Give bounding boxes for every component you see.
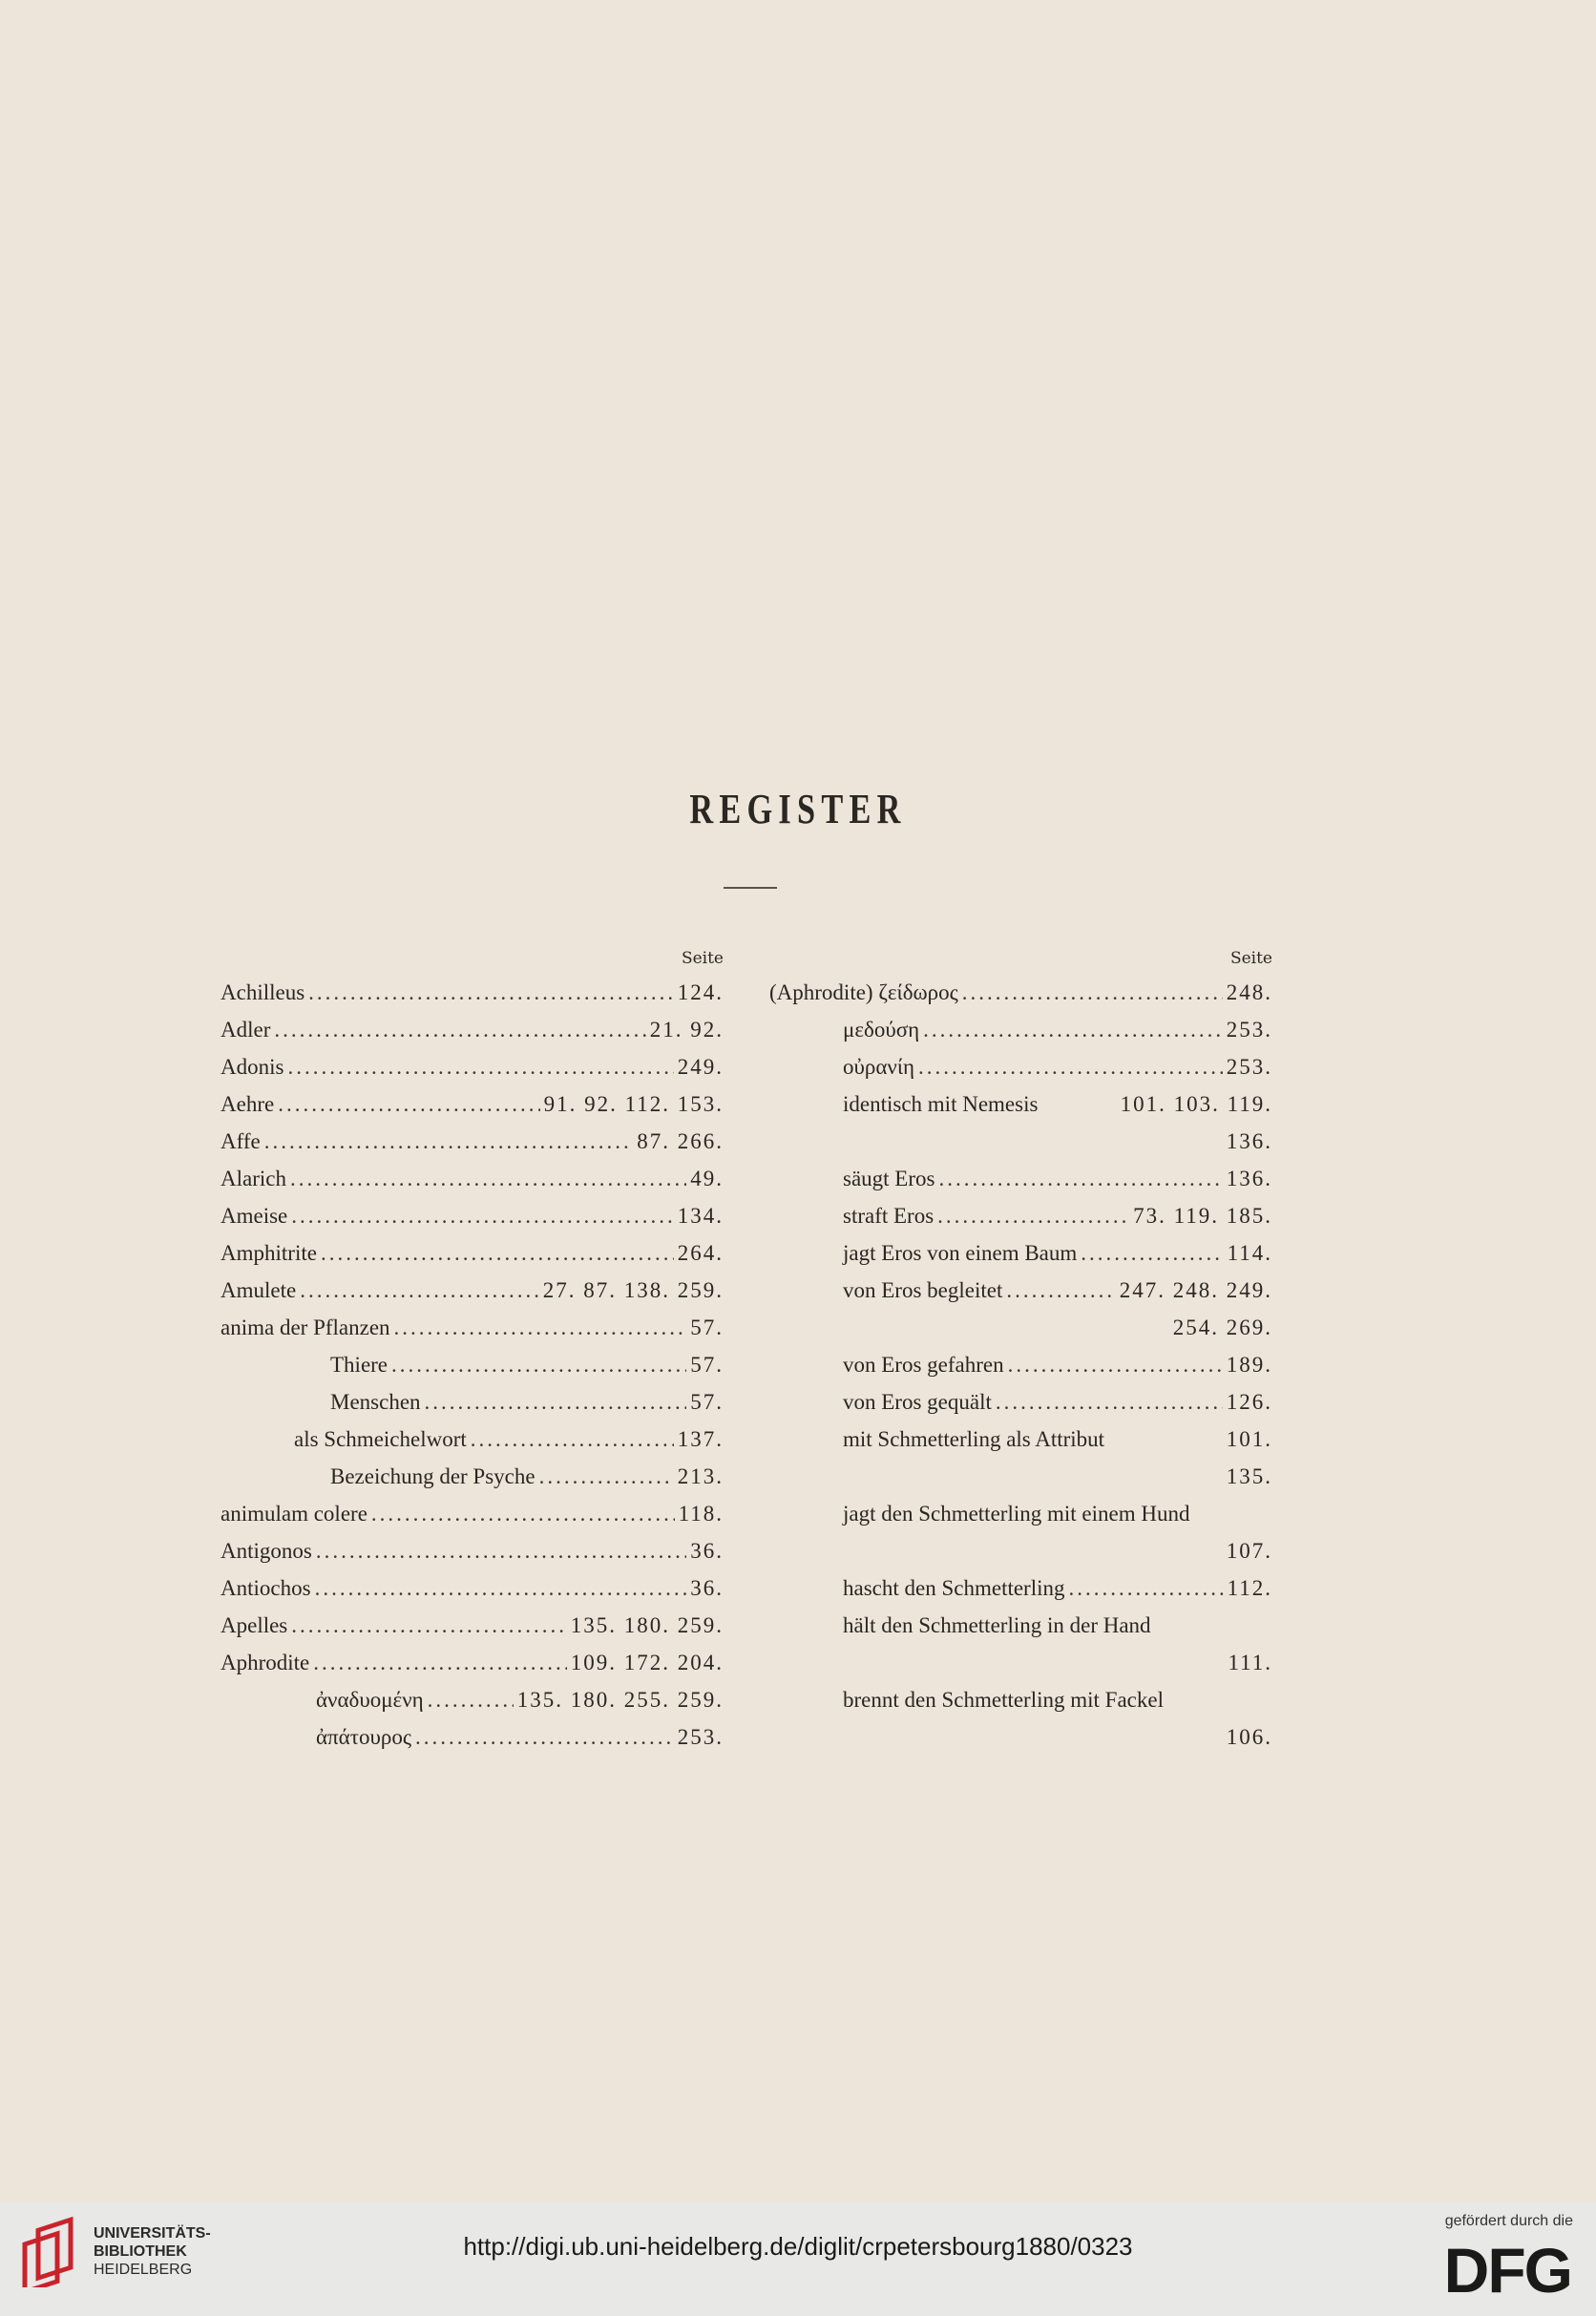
index-entry: [769, 1346, 1272, 1383]
index-entry: [769, 1718, 1272, 1756]
leader-dots: [937, 1197, 1129, 1234]
entry-term: straft Eros: [843, 1204, 934, 1228]
leader-dots: [316, 1532, 686, 1569]
index-entry: [769, 1383, 1272, 1421]
leader-dots: [938, 1160, 1222, 1197]
index-entry: [769, 1011, 1272, 1048]
leader-dots: [278, 1085, 539, 1123]
index-entry: [220, 1123, 724, 1160]
index-entry: [220, 1234, 724, 1272]
leader-dots: [425, 1383, 687, 1421]
leader-dots: [371, 1495, 675, 1532]
leader-dots: [394, 1309, 687, 1346]
entry-pages: 253.: [1226, 1018, 1272, 1042]
left-entry-list: [220, 974, 724, 1756]
entry-pages: 36.: [690, 1539, 724, 1563]
index-entry: [769, 1681, 1272, 1718]
index-entry: [220, 1048, 724, 1085]
entry-pages: 189.: [1226, 1353, 1272, 1377]
entry-pages: 137.: [677, 1427, 724, 1451]
index-entry: [769, 1569, 1272, 1607]
entry-pages: 36.: [690, 1576, 724, 1600]
index-entry: [769, 1607, 1272, 1644]
entry-term: Amphitrite: [220, 1241, 317, 1265]
leader-dots: [1008, 1346, 1223, 1383]
entry-pages: 109. 172. 204.: [570, 1651, 724, 1674]
entry-pages: 73. 119. 185.: [1133, 1204, 1272, 1228]
entry-pages: 249.: [677, 1055, 724, 1079]
index-column-left: [220, 943, 724, 1756]
entry-term: οὐρανίη: [843, 1055, 915, 1079]
entry-pages: 126.: [1226, 1390, 1272, 1414]
leader-dots: [321, 1234, 674, 1272]
index-entry: [220, 1085, 724, 1123]
leader-dots: [923, 1011, 1223, 1048]
right-entry-list: [769, 974, 1272, 1756]
index-entry: [769, 1458, 1272, 1495]
index-entry: [220, 1383, 724, 1421]
entry-term: Ameise: [220, 1204, 288, 1228]
entry-term: identisch mit Nemesis: [843, 1092, 1039, 1116]
entry-term: brennt den Schmetterling mit Fackel: [843, 1688, 1164, 1712]
entry-term: Adonis: [220, 1055, 284, 1079]
entry-pages: 136.: [1226, 1129, 1272, 1153]
leader-dots: [391, 1346, 686, 1383]
entry-pages: 106.: [1226, 1725, 1272, 1749]
entry-term: animulam colere: [220, 1502, 368, 1526]
entry-pages: 124.: [677, 980, 724, 1004]
index-entry: [769, 1532, 1272, 1569]
leader-dots: [918, 1048, 1223, 1085]
entry-pages: 57.: [690, 1353, 724, 1377]
entry-pages: 101.: [1226, 1427, 1272, 1451]
entry-term: von Eros begleitet: [843, 1278, 1003, 1302]
entry-pages: 87. 266.: [637, 1129, 724, 1153]
entry-pages: 135.: [1226, 1464, 1272, 1488]
entry-term: (Aphrodite) ζείδωρος: [769, 980, 958, 1004]
entry-term: Achilleus: [220, 980, 305, 1004]
entry-term: hält den Schmetterling in der Hand: [843, 1613, 1151, 1637]
entry-pages: 247. 248. 249.: [1119, 1278, 1272, 1302]
index-entry: [220, 1532, 724, 1569]
entry-term: von Eros gefahren: [843, 1353, 1004, 1377]
index-entry: [220, 1197, 724, 1234]
entry-term: Aphrodite: [220, 1651, 310, 1674]
entry-term: Amulete: [220, 1278, 297, 1302]
entry-pages: 213.: [677, 1464, 724, 1488]
entry-term: hascht den Schmetterling: [843, 1576, 1065, 1600]
entry-term: von Eros gequält: [843, 1390, 992, 1414]
leader-dots: [415, 1718, 674, 1756]
entry-term: Adler: [220, 1018, 271, 1042]
index-entry: [769, 1160, 1272, 1197]
leader-dots: [315, 1569, 687, 1607]
entry-pages: 27. 87. 138. 259.: [542, 1278, 724, 1302]
entry-pages: 135. 180. 259.: [570, 1613, 724, 1637]
entry-pages: 111.: [1228, 1651, 1272, 1674]
index-entry: [220, 1644, 724, 1681]
entry-term: Thiere: [330, 1353, 388, 1377]
index-entry: [220, 1160, 724, 1197]
entry-pages: 101. 103. 119.: [1120, 1092, 1272, 1116]
entry-pages: 134.: [677, 1204, 724, 1228]
seite-header-right: Seite: [1229, 949, 1272, 968]
index-entry: [769, 1421, 1272, 1458]
entry-term: Apelles: [220, 1613, 288, 1637]
entry-term: anima der Pflanzen: [220, 1316, 390, 1339]
leader-dots: [1006, 1272, 1115, 1309]
leader-dots: [539, 1458, 674, 1495]
entry-term: mit Schmetterling als Attribut: [843, 1427, 1105, 1451]
entry-term: Alarich: [220, 1167, 286, 1190]
entry-pages: 253.: [1226, 1055, 1272, 1079]
leader-dots: [962, 974, 1223, 1011]
index-entry: [220, 1495, 724, 1532]
index-entry: [769, 1272, 1272, 1309]
entry-term: jagt den Schmetterling mit einem Hund: [843, 1502, 1190, 1526]
index-entry: [769, 1309, 1272, 1346]
index-entry: [220, 1346, 724, 1383]
entry-pages: 107.: [1226, 1539, 1272, 1563]
leader-dots: [1069, 1569, 1224, 1607]
entry-pages: 57.: [690, 1316, 724, 1339]
leader-dots: [996, 1383, 1223, 1421]
library-line-2: BIBLIOTHEK: [94, 2243, 187, 2260]
entry-term: Antiochos: [220, 1576, 311, 1600]
entry-pages: 264.: [677, 1241, 724, 1265]
index-entry: [769, 1644, 1272, 1681]
index-entry: [769, 1197, 1272, 1234]
entry-term: Aehre: [220, 1092, 275, 1116]
entry-term: säugt Eros: [843, 1167, 935, 1190]
leader-dots: [428, 1681, 514, 1718]
dfg-logo: DFG: [1443, 2235, 1571, 2305]
index-entry: [220, 1011, 724, 1048]
entry-pages: 136.: [1226, 1167, 1272, 1190]
index-entry: [769, 1085, 1272, 1123]
leader-dots: [287, 1048, 673, 1085]
entry-term: ἀπάτουρος: [316, 1725, 411, 1749]
index-entry: [220, 974, 724, 1011]
index-entry: [220, 1458, 724, 1495]
index-entry: [220, 1718, 724, 1756]
entry-pages: 254. 269.: [1172, 1316, 1272, 1339]
library-line-3: HEIDELBERG: [94, 2262, 193, 2278]
index-entry: [220, 1569, 724, 1607]
entry-term: ἀναδυομένη: [316, 1688, 424, 1712]
entry-pages: 57.: [690, 1390, 724, 1414]
entry-term: Menschen: [330, 1390, 421, 1414]
entry-term: Bezeichung der Psyche: [330, 1464, 536, 1488]
funding-note: gefördert durch die: [1444, 2213, 1573, 2229]
index-entry: [220, 1421, 724, 1458]
page-title: REGISTER: [689, 786, 907, 832]
leader-dots: [313, 1644, 566, 1681]
entry-term: μεδούση: [843, 1018, 920, 1042]
entry-pages: 253.: [677, 1725, 724, 1749]
leader-dots: [274, 1011, 645, 1048]
entry-pages: 91. 92. 112. 153.: [543, 1092, 724, 1116]
leader-dots: [291, 1607, 566, 1644]
index-entry: [769, 1123, 1272, 1160]
entry-term: Antigonos: [220, 1539, 312, 1563]
leader-dots: [264, 1123, 634, 1160]
leader-dots: [471, 1421, 674, 1458]
entry-term: Affe: [220, 1129, 261, 1153]
index-entry: [769, 1234, 1272, 1272]
index-entry: [220, 1309, 724, 1346]
leader-dots: [1081, 1234, 1223, 1272]
index-entry: [769, 974, 1272, 1011]
library-line-1: UNIVERSITÄTS-: [94, 2225, 211, 2242]
index-entry: [220, 1272, 724, 1309]
entry-pages: 21. 92.: [649, 1018, 724, 1042]
entry-pages: 49.: [690, 1167, 724, 1190]
entry-pages: 118.: [678, 1502, 724, 1526]
seite-header-left: Seite: [681, 949, 724, 968]
entry-pages: 248.: [1226, 980, 1272, 1004]
index-entry: [769, 1048, 1272, 1085]
index-entry: [220, 1607, 724, 1644]
entry-term: als Schmeichelwort: [294, 1427, 467, 1451]
leader-dots: [291, 1197, 673, 1234]
index-column-right: [769, 943, 1272, 1756]
source-url-link[interactable]: http://digi.ub.uni-heidelberg.de/diglit/crpetersbourg1880/0323: [463, 2232, 1133, 2261]
title-rule: [724, 887, 777, 889]
index-entry: [220, 1681, 724, 1718]
entry-pages: 135. 180. 255. 259.: [516, 1688, 724, 1712]
leader-dots: [300, 1272, 539, 1309]
entry-pages: 114.: [1227, 1241, 1272, 1265]
entry-pages: 112.: [1227, 1576, 1272, 1600]
entry-term: jagt Eros von einem Baum: [843, 1241, 1078, 1265]
leader-dots: [290, 1160, 686, 1197]
leader-dots: [308, 974, 674, 1011]
index-entry: [769, 1495, 1272, 1532]
